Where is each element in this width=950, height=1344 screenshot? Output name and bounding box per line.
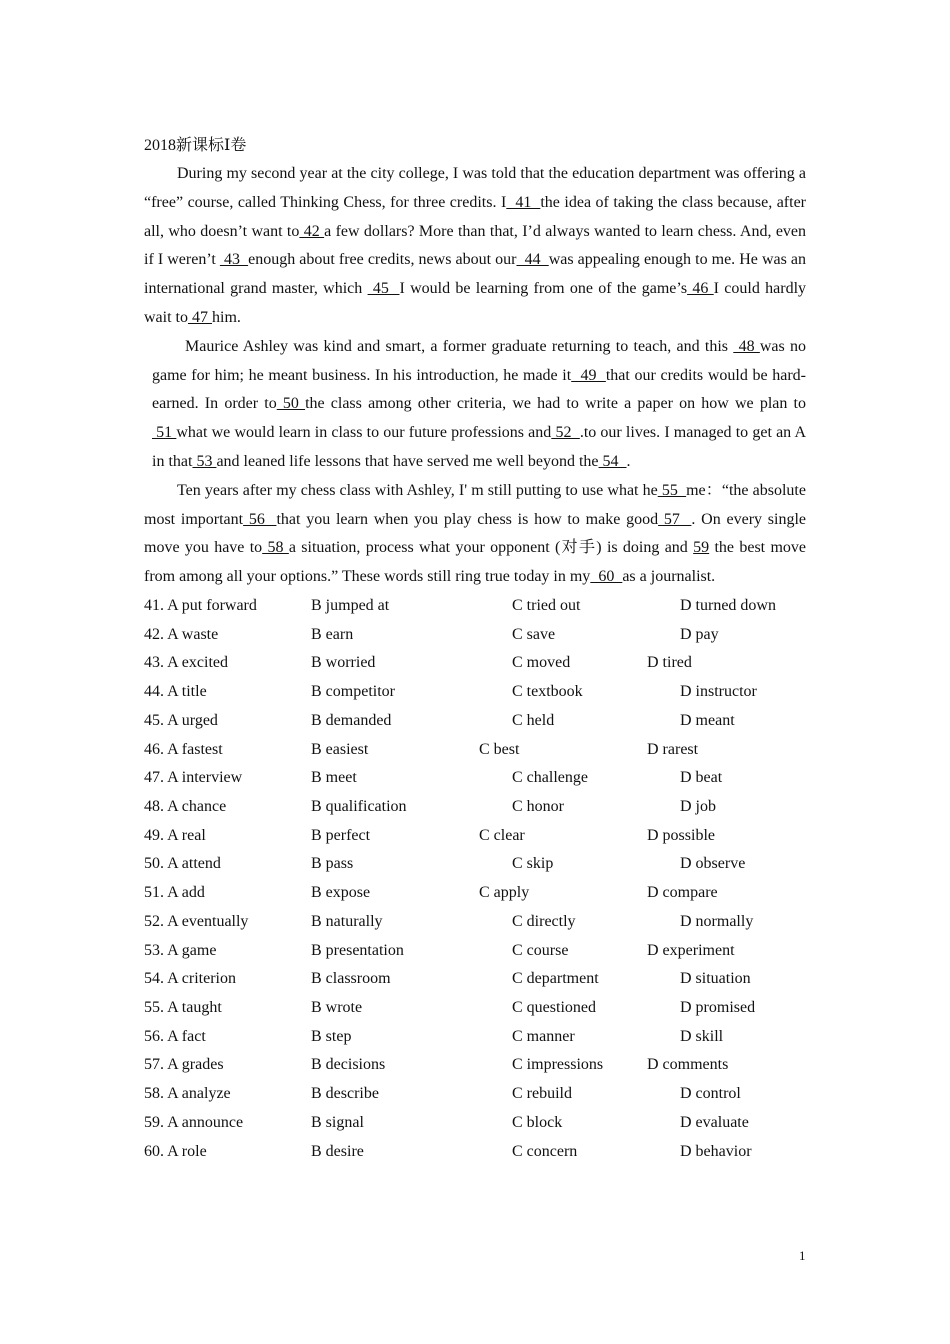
option-b: B qualification [311, 797, 407, 815]
option-c: C textbook [512, 683, 583, 701]
option-row [144, 994, 806, 1023]
option-b: B worried [311, 654, 376, 672]
option-c: C skip [512, 855, 554, 873]
option-a: 54. A criterion [144, 970, 236, 988]
option-row [144, 1051, 806, 1080]
option-d: D behavior [680, 1142, 752, 1160]
blank-49: 49 [571, 366, 606, 384]
text: Ten years after my chess class with Ashley, I' m still putting to use what he [177, 481, 658, 499]
option-d: D control [680, 1085, 741, 1103]
option-row [144, 707, 806, 736]
option-row [144, 1138, 806, 1167]
blank-47: 47 [188, 308, 212, 326]
blank-59: 59 [693, 539, 710, 557]
option-row [144, 965, 806, 994]
option-d: D possible [647, 826, 715, 844]
option-b: B meet [311, 769, 357, 787]
blank-53: 53 [192, 452, 217, 470]
passage-paragraph-2 [144, 333, 806, 477]
blank-60: 60 [590, 568, 623, 586]
option-d: D pay [680, 625, 719, 643]
option-a: 48. A chance [144, 797, 227, 815]
option-a: 49. A real [144, 826, 206, 844]
text: the best move from among all your options.” These words still ring true today in my [144, 539, 806, 586]
text: Maurice Ashley was kind and smart, a former graduate returning to teach, and this [185, 337, 734, 355]
option-a: 41. A put forward [144, 596, 257, 614]
option-c: C manner [512, 1027, 575, 1045]
text: the class among other criteria, we had to write a paper on how we plan to [305, 395, 807, 413]
option-row [144, 850, 806, 879]
option-c: C department [512, 970, 599, 988]
blank-41: 41 [506, 193, 541, 211]
text: During my second year at the city college, I was told that the education department was offering a “free” course, called Thinking Chess, for three credits. I [144, 165, 806, 211]
blank-58: 58 [262, 539, 289, 557]
option-b: B signal [311, 1113, 364, 1131]
blank-52: 52 [551, 424, 580, 442]
text: was no game for him; he meant business. In his introduction, he made it [152, 337, 806, 384]
option-b: B expose [311, 884, 371, 902]
option-row [144, 793, 806, 822]
option-c: C rebuild [512, 1085, 572, 1103]
option-d: D situation [680, 970, 751, 988]
option-b: B earn [311, 625, 354, 643]
option-c: C course [512, 941, 569, 959]
text: and leaned life lessons that have served me well beyond the [216, 452, 599, 470]
option-c: C best [479, 740, 520, 758]
option-d: D tired [647, 654, 692, 672]
option-c: C moved [512, 654, 571, 672]
blank-50: 50 [276, 395, 306, 413]
option-c: C save [512, 625, 556, 643]
answer-options-list [144, 592, 806, 1166]
option-c: C held [512, 711, 555, 729]
option-c: C apply [479, 884, 530, 902]
text: him. [212, 308, 241, 326]
option-row [144, 649, 806, 678]
option-b: B step [311, 1027, 352, 1045]
option-row [144, 1080, 806, 1109]
option-b: B describe [311, 1085, 379, 1103]
option-row [144, 621, 806, 650]
option-a: 46. A fastest [144, 740, 223, 758]
option-row [144, 1023, 806, 1052]
text: that you learn when you play chess is how to make good [276, 510, 659, 528]
option-c: C block [512, 1113, 563, 1131]
passage-paragraph-1 [144, 160, 806, 333]
option-a: 53. A game [144, 941, 217, 959]
option-b: B competitor [311, 683, 395, 701]
option-d: D promised [680, 999, 756, 1017]
option-c: C concern [512, 1142, 578, 1160]
option-c: C questioned [512, 999, 596, 1017]
option-a: 55. A taught [144, 999, 222, 1017]
exam-title: 2018新课标Ⅰ卷 [144, 137, 247, 154]
option-row [144, 822, 806, 851]
option-b: B demanded [311, 711, 392, 729]
option-a: 51. A add [144, 884, 205, 902]
document-page [144, 131, 806, 1166]
blank-48: 48 [733, 337, 760, 355]
text: . [626, 452, 631, 470]
text: enough about free credits, news about our [248, 251, 517, 269]
option-d: D rarest [647, 740, 699, 758]
option-row [144, 678, 806, 707]
option-c: C honor [512, 797, 564, 815]
option-row [144, 736, 806, 765]
option-row [144, 879, 806, 908]
blank-42: 42 [299, 222, 325, 240]
option-a: 44. A title [144, 683, 207, 701]
text: a situation, process what your opponent (对手) is doing and [288, 539, 694, 557]
option-d: D compare [647, 884, 718, 902]
option-d: D turned down [680, 596, 776, 614]
text: the idea of taking the class because, after all, who doesn’t want to [144, 193, 807, 240]
option-d: D skill [680, 1027, 724, 1045]
blank-54: 54 [598, 452, 627, 470]
option-d: D beat [680, 769, 723, 787]
page-number: 1 [799, 1248, 806, 1263]
passage-paragraph-3 [144, 477, 806, 592]
option-c: C clear [479, 826, 525, 844]
option-b: B perfect [311, 826, 371, 844]
option-row [144, 937, 806, 966]
option-b: B decisions [311, 1056, 386, 1074]
option-a: 59. A announce [144, 1113, 244, 1131]
option-b: B desire [311, 1142, 364, 1160]
blank-56: 56 [243, 510, 277, 528]
option-a: 58. A analyze [144, 1085, 231, 1103]
option-d: D job [680, 797, 716, 815]
option-row [144, 764, 806, 793]
option-a: 57. A grades [144, 1056, 224, 1074]
option-b: B naturally [311, 912, 383, 930]
option-d: D meant [680, 711, 735, 729]
text: I could hardly wait to [144, 280, 807, 326]
option-row [144, 908, 806, 937]
option-a: 50. A attend [144, 855, 221, 873]
text: was appealing enough to me. He was an international grand master, which [144, 251, 807, 298]
option-d: D comments [647, 1056, 729, 1074]
option-b: B jumped at [311, 596, 390, 614]
text: I would be learning from one of the game’s [399, 280, 688, 298]
option-d: D normally [680, 912, 754, 930]
option-a: 56. A fact [144, 1027, 206, 1045]
option-c: C challenge [512, 769, 588, 787]
option-d: D experiment [647, 941, 735, 959]
option-b: B presentation [311, 941, 404, 959]
text: that our credits would be hard-earned. In order to [152, 366, 807, 413]
blank-55: 55 [657, 481, 687, 499]
option-b: B easiest [311, 740, 369, 758]
option-d: D instructor [680, 683, 757, 701]
option-c: C impressions [512, 1056, 604, 1074]
option-b: B classroom [311, 970, 391, 988]
blank-51: 51 [152, 424, 177, 442]
text: what we would learn in class to our future professions and [176, 424, 552, 442]
option-a: 43. A excited [144, 654, 228, 672]
text: .to our lives. I managed to get an A in that [152, 424, 807, 470]
option-d: D observe [680, 855, 746, 873]
option-c: C directly [512, 912, 576, 930]
text: a few dollars? More than that, I’d always wanted to learn chess. And, even if I weren’t [144, 222, 807, 269]
text: . On every single move you have to [144, 510, 807, 557]
option-a: 60. A role [144, 1142, 207, 1160]
blank-43: 43 [219, 251, 249, 269]
text: as a journalist. [622, 568, 716, 586]
option-a: 45. A urged [144, 711, 218, 729]
option-a: 42. A waste [144, 625, 219, 643]
blank-45: 45 [367, 280, 400, 298]
blank-44: 44 [516, 251, 549, 269]
option-b: B pass [311, 855, 354, 873]
option-row [144, 1109, 806, 1138]
option-a: 47. A interview [144, 769, 243, 787]
text: me：“the absolute most important [144, 481, 806, 528]
option-d: D evaluate [680, 1113, 749, 1131]
blank-46: 46 [687, 280, 714, 298]
option-a: 52. A eventually [144, 912, 249, 930]
option-c: C tried out [512, 596, 581, 614]
blank-57: 57 [658, 510, 692, 528]
option-b: B wrote [311, 999, 363, 1017]
option-row [144, 592, 806, 621]
